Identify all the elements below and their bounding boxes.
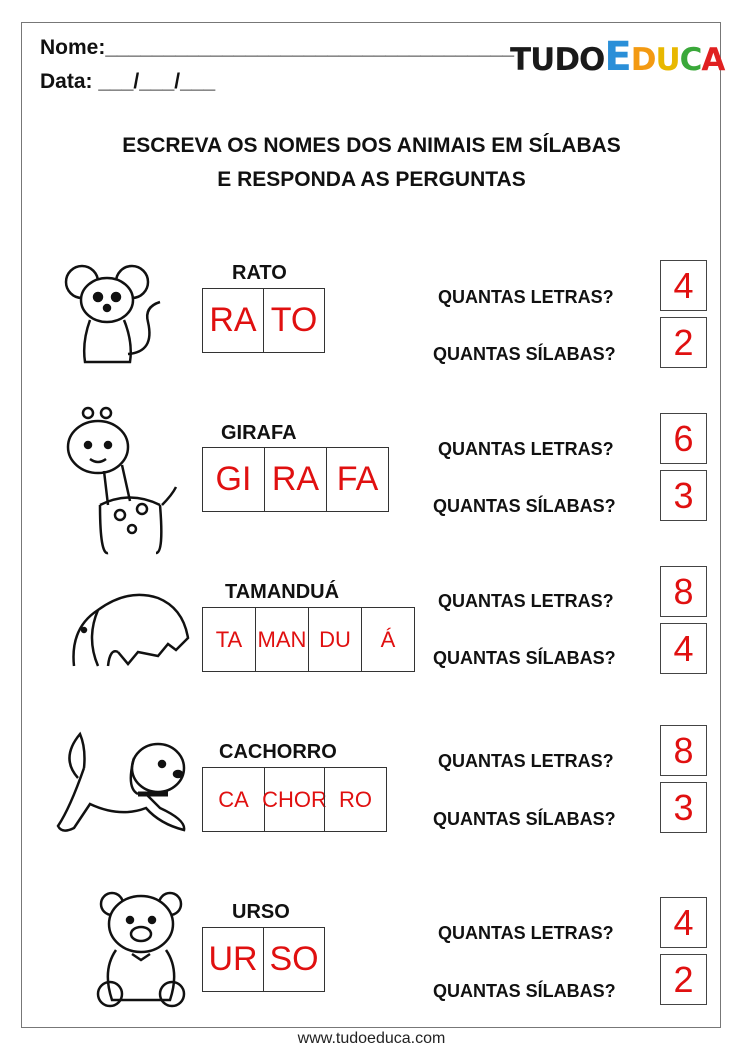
- anteater-icon: [68, 578, 192, 670]
- syllables-answer-box[interactable]: 2: [660, 317, 707, 368]
- syllables-question: QUANTAS SÍLABAS?: [433, 344, 616, 364]
- animal-name: RATO: [232, 262, 287, 284]
- syllable-box[interactable]: CA: [202, 767, 265, 832]
- syllable-box[interactable]: RA: [202, 288, 264, 353]
- animal-name: URSO: [232, 901, 290, 923]
- logo-d: D: [630, 42, 656, 78]
- syllable-box[interactable]: RA: [264, 447, 327, 512]
- animal-name: TAMANDUÁ: [225, 581, 340, 603]
- syllable-box[interactable]: RO: [324, 767, 387, 832]
- syllable-boxes: [202, 927, 324, 992]
- syllable-box[interactable]: MAN: [255, 607, 309, 672]
- logo-c: C: [679, 42, 702, 78]
- syllable-boxes: [202, 447, 388, 512]
- letters-answer-box[interactable]: 4: [660, 260, 707, 311]
- footer-url[interactable]: www.tudoeduca.com: [297, 1030, 446, 1047]
- syllables-question: QUANTAS SÍLABAS?: [433, 496, 616, 516]
- syllable-box[interactable]: TA: [202, 607, 256, 672]
- teddy-bear-icon: [92, 890, 190, 1010]
- syllables-question: QUANTAS SÍLABAS?: [433, 648, 616, 668]
- letters-question: QUANTAS LETRAS?: [438, 751, 614, 771]
- letters-question: QUANTAS LETRAS?: [438, 591, 614, 611]
- syllable-box[interactable]: Á: [361, 607, 415, 672]
- letters-answer-box[interactable]: 8: [660, 725, 707, 776]
- logo-a: A: [701, 42, 725, 78]
- letters-question: QUANTAS LETRAS?: [438, 923, 614, 943]
- syllable-box[interactable]: FA: [326, 447, 389, 512]
- letters-question: QUANTAS LETRAS?: [438, 287, 614, 307]
- syllable-box[interactable]: SO: [263, 927, 325, 992]
- syllable-box[interactable]: DU: [308, 607, 362, 672]
- syllable-box[interactable]: UR: [202, 927, 264, 992]
- tudoeduca-logo: [510, 34, 724, 80]
- syllable-boxes: [202, 767, 386, 832]
- letters-answer-box[interactable]: 6: [660, 413, 707, 464]
- letters-answer-box[interactable]: 4: [660, 897, 707, 948]
- syllables-answer-box[interactable]: 3: [660, 470, 707, 521]
- letters-question: QUANTAS LETRAS?: [438, 439, 614, 459]
- syllables-question: QUANTAS SÍLABAS?: [433, 809, 616, 829]
- instruction-line-2: E RESPONDA AS PERGUNTAS: [217, 168, 526, 191]
- syllables-answer-box[interactable]: 3: [660, 782, 707, 833]
- syllables-question: QUANTAS SÍLABAS?: [433, 981, 616, 1001]
- syllables-answer-box[interactable]: 2: [660, 954, 707, 1005]
- syllable-boxes: [202, 607, 414, 672]
- letters-answer-box[interactable]: 8: [660, 566, 707, 617]
- date-field[interactable]: Data: ___/___/___: [40, 70, 216, 93]
- giraffe-icon: [60, 405, 180, 555]
- syllable-box[interactable]: GI: [202, 447, 265, 512]
- logo-text: TUDO: [510, 42, 605, 78]
- dog-icon: [50, 728, 190, 838]
- logo-u: U: [655, 42, 680, 78]
- name-field[interactable]: Nome:___________________________________: [40, 36, 515, 59]
- logo-book-e: E: [604, 34, 631, 80]
- syllables-answer-box[interactable]: 4: [660, 623, 707, 674]
- syllable-box[interactable]: TO: [263, 288, 325, 353]
- syllable-box[interactable]: CHOR: [264, 767, 325, 832]
- syllable-boxes: [202, 288, 324, 353]
- animal-name: GIRAFA: [221, 422, 297, 444]
- instruction-line-1: ESCREVA OS NOMES DOS ANIMAIS EM SÍLABAS: [122, 134, 621, 157]
- mouse-icon: [60, 262, 170, 370]
- animal-name: CACHORRO: [219, 741, 337, 763]
